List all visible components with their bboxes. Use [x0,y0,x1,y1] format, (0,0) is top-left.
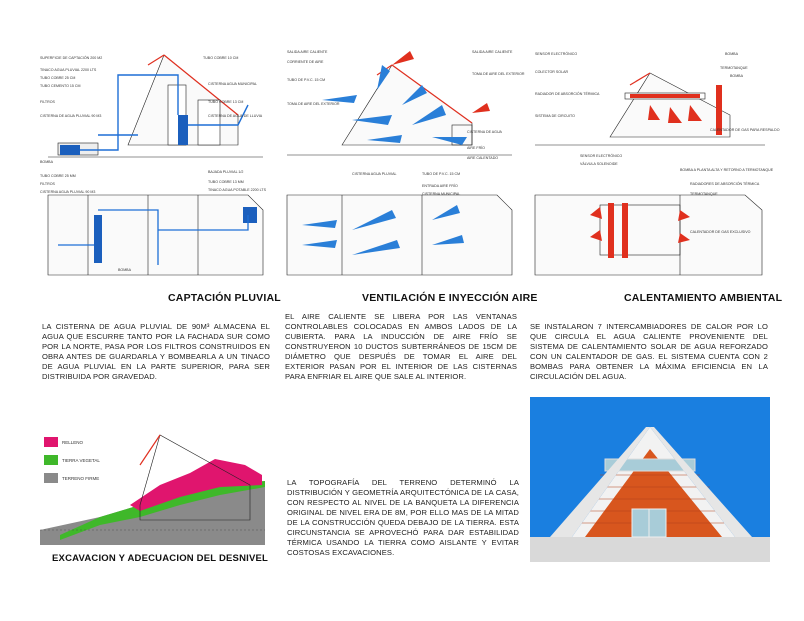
captacion-text: LA CISTERNA DE AGUA PLUVIAL DE 90M³ ALMACENA EL AGUA QUE ESCURRE TANTO POR LA FACHADA SUR COMO POR LA NORTE, PASA POR LOS FILTROS CONSTRUIDOS EN OBRA ANTES DE GUARDARLA Y BOMBEARLA A UN TINACO DE AGUA PLUVIAL EN LA PARTE SUPERIOR, PARA SER DISTRIBUIDA POR GRAVEDAD. [42,322,270,381]
svg-text:TERMOTANQUE: TERMOTANQUE [720,66,748,70]
svg-text:TINACO AGUA POTABLE 2200 LTS: TINACO AGUA POTABLE 2200 LTS [208,188,266,192]
svg-text:CISTERNA AGUA PLUVIAL 90 M3: CISTERNA AGUA PLUVIAL 90 M3 [40,190,96,194]
topografia-text: LA TOPOGRAFÍA DEL TERRENO DETERMINÓ LA DISTRIBUCIÓN Y GEOMETRÍA ARQUITECTÓNICA DE LA CASA, CON RESPECTO AL NIVEL DE LA BANQUETA LA DIFERENCIA ORIGINAL DE NIVEL ERA DE 8M, POR ELLO MAS DE LA MITAD DE LA CONSTRUCCIÓN QUEDA DEBAJO DE LA TIERRA. ESTA CIRCUNSTANCIA SE APROVECHÓ PARA DAR ESTABILIDAD TÉRMICA USANDO LA TIERRA COMO AISLANTE Y EVITAR COSTOSAS EXCAVACIONES. [287,478,519,557]
ventilacion-title: VENTILACIÓN E INYECCIÓN AIRE [362,292,538,304]
legend-tierra: TIERRA VEGETAL [62,458,100,463]
svg-text:BOMBA: BOMBA [730,74,743,78]
svg-text:SISTEMA DE CIRCUITO: SISTEMA DE CIRCUITO [535,114,575,118]
svg-text:TUBO CEMENTO 15 CM: TUBO CEMENTO 15 CM [40,84,81,88]
captacion-title: CAPTACIÓN PLUVIAL [168,292,281,304]
svg-text:CISTERNA DE AGUA PLUVIAL 90 M3: CISTERNA DE AGUA PLUVIAL 90 M3 [40,114,102,118]
svg-text:SENSOR ELECTRÓNICO: SENSOR ELECTRÓNICO [535,52,578,56]
legend-terreno-swatch [44,473,58,483]
svg-text:SALIDA AIRE CALIENTE: SALIDA AIRE CALIENTE [287,50,328,54]
svg-text:BAJADA PLUVIAL 1/2: BAJADA PLUVIAL 1/2 [208,170,244,174]
svg-text:TUBO COBRE 25 CM: TUBO COBRE 25 CM [40,76,76,80]
svg-text:SENSOR ELECTRÓNICO: SENSOR ELECTRÓNICO [580,154,623,158]
svg-text:BOMBA: BOMBA [118,268,131,272]
captacion-diagram [38,45,270,280]
svg-text:SALIDA AIRE CALIENTE: SALIDA AIRE CALIENTE [472,50,513,54]
calentamiento-plan [535,195,762,275]
svg-text:RADIADORES DE ABSORCIÓN TÉRMIC: RADIADORES DE ABSORCIÓN TÉRMICA [690,182,760,186]
calentamiento-title: CALENTAMIENTO AMBIENTAL [624,292,783,304]
svg-text:CALENTADOR DE GAS EXCLUSIVO: CALENTADOR DE GAS EXCLUSIVO [690,230,751,234]
svg-text:COLECTOR SOLAR: COLECTOR SOLAR [535,70,569,74]
ventilacion-diagram [282,45,525,280]
calentamiento-diagram [530,45,780,280]
svg-text:CISTERNA AGUA PLUVIAL: CISTERNA AGUA PLUVIAL [352,172,397,176]
legend-terreno: TERRENO FIRME [62,476,100,481]
legend-relleno: RELLENO [62,440,84,445]
svg-text:CISTERNA DE AGUA: CISTERNA DE AGUA [467,130,502,134]
svg-text:BOMBA A PLANTA ALTA Y RETORNO: BOMBA A PLANTA ALTA Y RETORNO A TERMOTANQUE [680,168,774,172]
svg-text:TINACO AGUA PLUVIAL 2200 LTS: TINACO AGUA PLUVIAL 2200 LTS [40,68,97,72]
svg-text:RADIADOR DE ABSORCIÓN TÉRMICA: RADIADOR DE ABSORCIÓN TÉRMICA [535,92,600,96]
svg-text:CISTERNA AGUA MUNICIPAL: CISTERNA AGUA MUNICIPAL [208,82,258,86]
svg-text:TUBO COBRE 13 MM: TUBO COBRE 13 MM [208,180,244,184]
excavacion-legend [44,437,100,483]
svg-text:CISTERNA MUNICIPAL: CISTERNA MUNICIPAL [422,192,461,196]
svg-text:FILTROS: FILTROS [40,182,55,186]
svg-text:BOMBA: BOMBA [40,160,53,164]
svg-text:AIRE FRÍO: AIRE FRÍO [467,146,485,150]
ventilacion-text: EL AIRE CALIENTE SE LIBERA POR LAS VENTANAS CONTROLABLES COLOCADAS EN AMBOS LADOS DE LA CUBIERTA. PARA LA INDUCCIÓN DE AIRE FRÍO SE CONSTRUYERON 10 DUCTOS SUBTERRÁNEOS DE 15CM DE DIÁMETRO QUE DESPUÉS DE TOMAR EL AIRE DEL EXTERIOR PASAN POR EL INTERIOR DE LAS CISTERNAS PARA ENFRIAR EL AIRE QUE SALE AL INTERIOR. [285,312,517,381]
captacion-plan [48,195,263,275]
svg-text:TOMA DE AIRE DEL EXTERIOR: TOMA DE AIRE DEL EXTERIOR [287,102,340,106]
svg-text:CORRIENTE DE AIRE: CORRIENTE DE AIRE [287,60,324,64]
ventilacion-plan [287,195,512,275]
svg-text:AIRE CALENTADO: AIRE CALENTADO [467,156,499,160]
legend-relleno-swatch [44,437,58,447]
svg-text:TUBO COBRE 13 CM: TUBO COBRE 13 CM [208,100,244,104]
tinaco-tank-shape [178,115,188,145]
legend-tierra-swatch [44,455,58,465]
svg-text:SUPERFICIE DE CAPTACIÓN 200 M2: SUPERFICIE DE CAPTACIÓN 200 M2 [40,56,103,60]
svg-text:TOMA DE AIRE DEL EXTERIOR: TOMA DE AIRE DEL EXTERIOR [472,72,525,76]
ground [530,537,770,562]
svg-text:TUBO COBRE 25 MM: TUBO COBRE 25 MM [40,174,76,178]
svg-text:ENTRADA AIRE FRÍO: ENTRADA AIRE FRÍO [422,184,458,188]
svg-text:FILTROS: FILTROS [40,100,55,104]
svg-text:TUBO DE P.V.C. 15 CM: TUBO DE P.V.C. 15 CM [422,172,461,176]
svg-text:BOMBA: BOMBA [725,52,738,56]
svg-text:VÁLVULA SOLENOIDE: VÁLVULA SOLENOIDE [580,162,618,166]
cistern-tank-shape [60,145,80,155]
svg-text:CALENTADOR DE GAS PARA RESPALD: CALENTADOR DE GAS PARA RESPALDO [710,128,780,132]
svg-text:TUBO DE P.V.C. 15 CM: TUBO DE P.V.C. 15 CM [287,78,326,82]
svg-text:CISTERNA DE AGUA DE LLUVIA: CISTERNA DE AGUA DE LLUVIA [208,114,263,118]
house-rendering [530,397,770,562]
excavacion-title: EXCAVACION Y ADECUACION DEL DESNIVEL [52,553,269,564]
svg-text:TERMOTANQUE: TERMOTANQUE [690,192,718,196]
excavacion-diagram [40,425,270,550]
calentamiento-text: SE INSTALARON 7 INTERCAMBIADORES DE CALOR POR LO QUE CIRCULA EL AGUA CALIENTE PROVENIENTE DEL SISTEMA DE CALENTAMIENTO SOLAR DE AGUA REFORZADO CON UN CALENTADOR DE GAS. EL SISTEMA CUENTA CON 2 BOMBAS PARA OBTENER LA MÁXIMA EFICIENCIA EN LA CIRCULACIÓN DEL AGUA. [530,322,768,381]
svg-text:TUBO COBRE 10 CM: TUBO COBRE 10 CM [203,56,239,60]
